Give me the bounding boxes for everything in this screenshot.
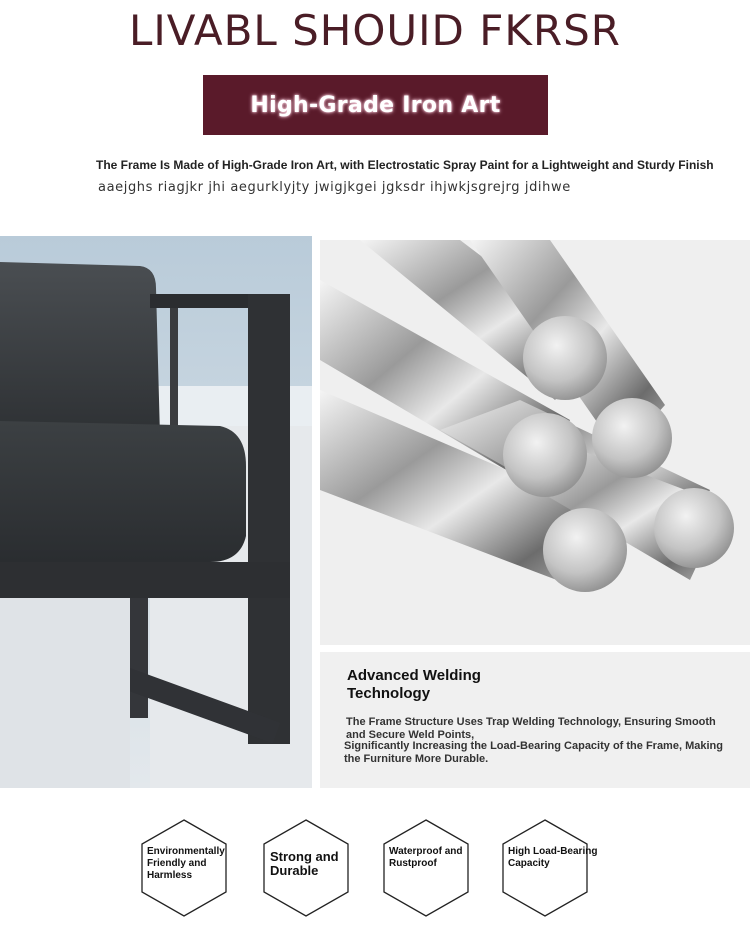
info-body-2: Significantly Increasing the Load-Bearing Capacity of the Frame, Making the Furniture More Durable.	[344, 740, 723, 765]
welding-info-panel	[320, 652, 750, 788]
feature-label: Waterproof and Rustproof	[389, 846, 463, 869]
feature-label: High Load-Bearing Capacity	[508, 846, 598, 869]
feature-label: Strong and Durable	[270, 849, 339, 878]
info-title: Advanced Welding Technology	[347, 667, 481, 702]
feature-badge-waterproof	[376, 818, 476, 918]
sofa-photo	[0, 236, 312, 788]
sub-description-text: aaejghs riagjkr jhi aegurklyjty jwigjkgei jgksdr ihjwkjsgrejrg jdihwe	[98, 180, 571, 195]
description-text: The Frame Is Made of High-Grade Iron Art, with Electrostatic Spray Paint for a Lightweight and Sturdy Finish	[96, 158, 714, 172]
steel-rods-photo	[320, 240, 750, 645]
feature-badge-eco	[134, 818, 234, 918]
feature-badges	[0, 818, 750, 928]
banner-title: High-Grade Iron Art	[250, 92, 501, 118]
feature-label: Environmentally Friendly and Harmless	[147, 846, 225, 881]
feature-badge-strong	[256, 818, 356, 918]
info-body-1: The Frame Structure Uses Trap Welding Technology, Ensuring Smooth and Secure Weld Points,	[346, 716, 716, 741]
section-banner	[203, 75, 548, 135]
feature-badge-load	[495, 818, 598, 918]
brand-title: LIVABL SHOUID FKRSR	[129, 6, 621, 55]
